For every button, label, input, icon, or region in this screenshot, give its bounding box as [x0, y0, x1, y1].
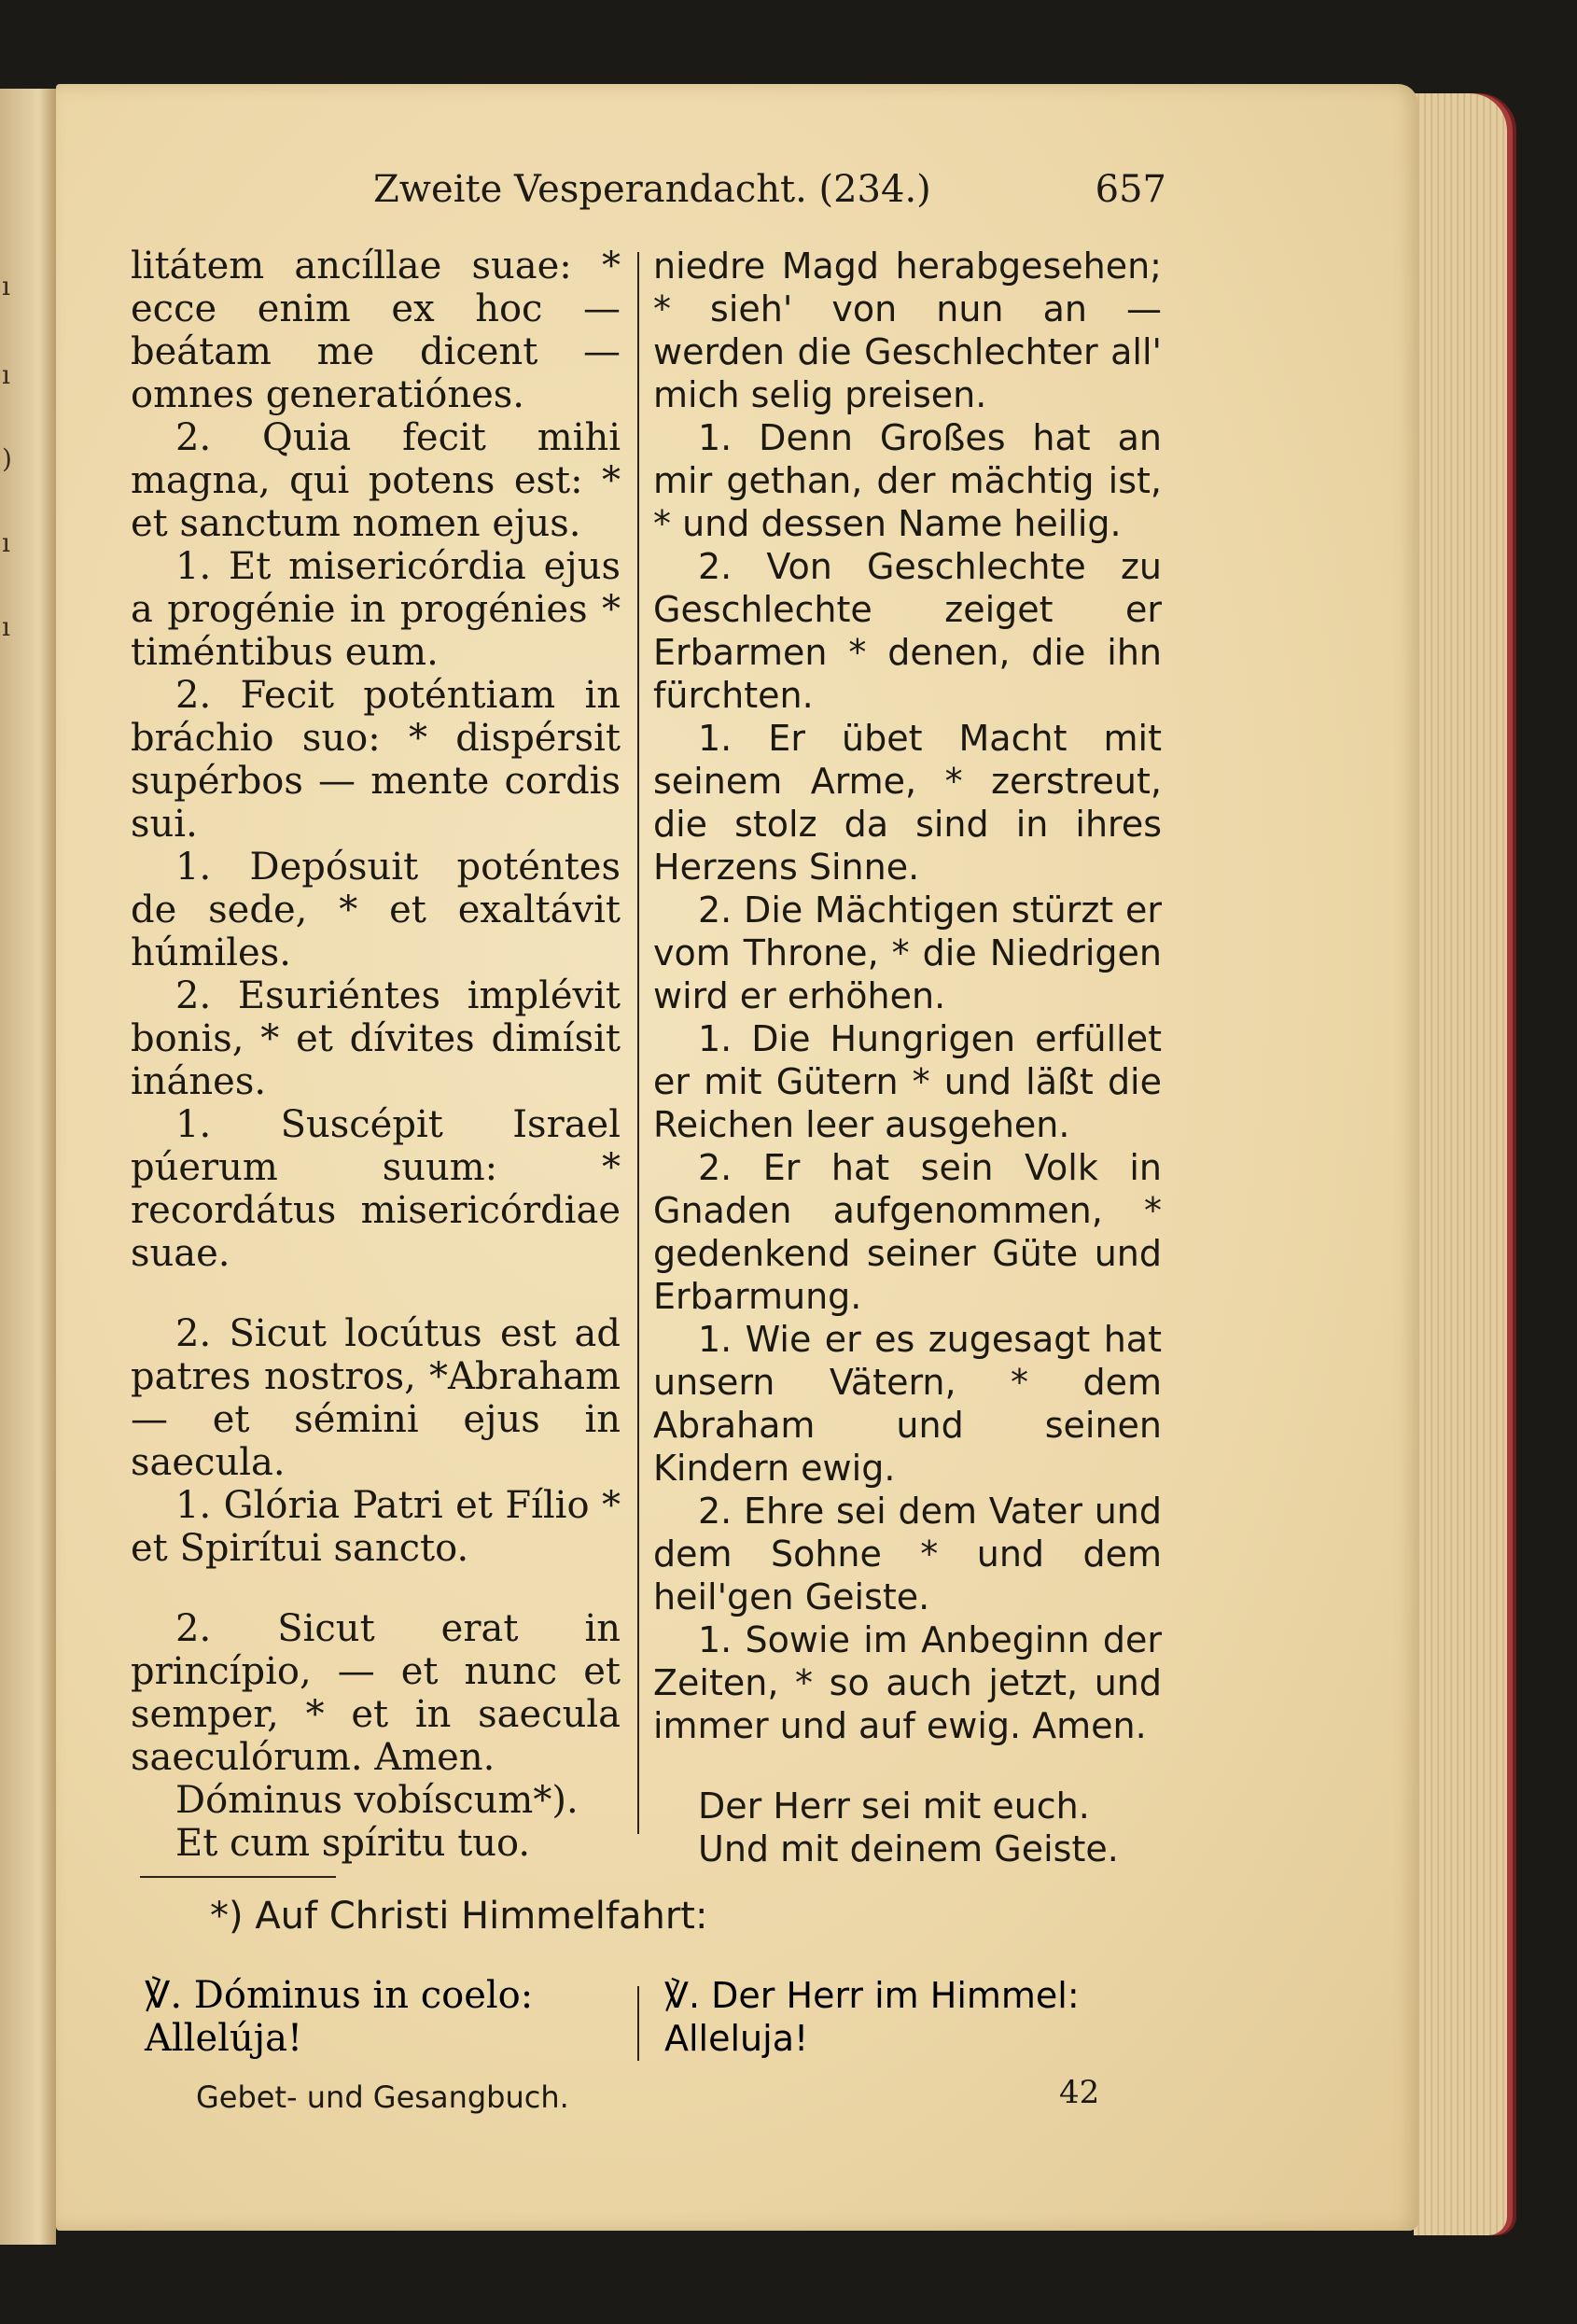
- left-page-marks: ı ı ) ı ı: [2, 271, 12, 642]
- latin-verse: 1. Depósuit poténtes de sede, * et exaltávit húmiles.: [131, 846, 621, 974]
- footnote-latin: [145, 1974, 630, 2060]
- german-column: [653, 245, 1162, 1870]
- german-verse: 1. Er übet Macht mit seinem Arme, * zerstreut, die stolz da sind in ihres Herzens Sinne.: [653, 718, 1162, 888]
- german-verse: 2. Von Geschlechte zu Geschlechte zeiget er Erbarmen * denen, die ihn fürchten.: [653, 546, 1162, 716]
- page-header: [373, 168, 1166, 224]
- verse-gap: [131, 1275, 621, 1312]
- latin-verse: 2. Fecit poténtiam in bráchio suo: * dispérsit supérbos — mente cordis sui.: [131, 674, 621, 846]
- german-verse: 2. Die Mächtigen stürzt er vom Throne, * die Niedrigen wird er erhöhen.: [653, 889, 1162, 1016]
- latin-verse: 1. Suscépit Israel púerum suum: * recordátus misericórdiae suae.: [131, 1103, 621, 1275]
- german-verse: 1. Sowie im Anbeginn der Zeiten, * so auch jetzt, und immer und auf ewig. Amen.: [653, 1619, 1162, 1746]
- german-verse: 1. Denn Großes hat an mir gethan, der mächtig ist, * und dessen Name heilig.: [653, 417, 1162, 544]
- verse-gap: [653, 1747, 1162, 1785]
- german-verse: 1. Wie er es zugesagt hat unsern Vätern, * dem Abraham und seinen Kindern ewig.: [653, 1319, 1162, 1489]
- latin-verse: 2. Quia fecit mihi magna, qui potens est: * et sanctum nomen ejus.: [131, 416, 621, 545]
- printer-signature: Gebet- und Gesangbuch.: [196, 2079, 569, 2115]
- latin-response: Et cum spíritu tuo.: [175, 1822, 531, 1865]
- verse-gap: [131, 1570, 621, 1607]
- page-stack-edge: [1414, 93, 1507, 2235]
- footnote-divider: [637, 1986, 639, 2061]
- footnote-german-text: ℣. Der Herr im Himmel: Alleluja!: [664, 1975, 1080, 2059]
- footnote-latin-text: ℣. Dóminus in coelo: Allelúja!: [145, 1974, 534, 2060]
- latin-verse: 2. Sicut locútus est ad patres nostros, *Abraham — et sémini ejus in saecula.: [131, 1312, 621, 1484]
- column-divider: [637, 252, 639, 1834]
- latin-column: [131, 245, 621, 1865]
- footnote-heading: *) Auf Christi Himmelfahrt:: [210, 1895, 708, 1938]
- left-page-edge: [0, 89, 56, 2245]
- latin-versicle: Dóminus vobíscum*).: [175, 1779, 579, 1822]
- running-title: Zweite Vesperandacht. (234.): [373, 168, 931, 211]
- latin-verse: 2. Esuriéntes implévit bonis, * et dívites dimísit inánes.: [131, 974, 621, 1103]
- german-verse: 2. Ehre sei dem Vater und dem Sohne * und dem heil'gen Geiste.: [653, 1491, 1162, 1617]
- page-number: 657: [1095, 168, 1166, 211]
- latin-verse: 1. Et misericórdia ejus a progénie in progénies * timéntibus eum.: [131, 545, 621, 674]
- footnote-rule: [140, 1876, 336, 1878]
- latin-verse: litátem ancíllae suae: * ecce enim ex hoc — beátam me dicent — omnes generatiónes.: [131, 245, 621, 416]
- german-response: Und mit deinem Geiste.: [698, 1828, 1119, 1869]
- german-versicle: Der Herr sei mit euch.: [698, 1785, 1090, 1827]
- sheet-number: 42: [1059, 2074, 1100, 2111]
- german-verse: niedre Magd herabgesehen; * sieh' von nun an — werden die Geschlechter all' mich selig preisen.: [653, 245, 1162, 415]
- latin-verse: 1. Glória Patri et Fílio * et Spirítui sancto.: [131, 1484, 621, 1570]
- footnote-german: [664, 1974, 1178, 2060]
- latin-verse: 2. Sicut erat in princípio, — et nunc et semper, * et in saecula saeculórum. Amen.: [131, 1607, 621, 1779]
- german-verse: 2. Er hat sein Volk in Gnaden aufgenommen, * gedenkend seiner Güte und Erbarmung.: [653, 1147, 1162, 1317]
- german-verse: 1. Die Hungrigen erfüllet er mit Gütern * und läßt die Reichen leer ausgehen.: [653, 1018, 1162, 1145]
